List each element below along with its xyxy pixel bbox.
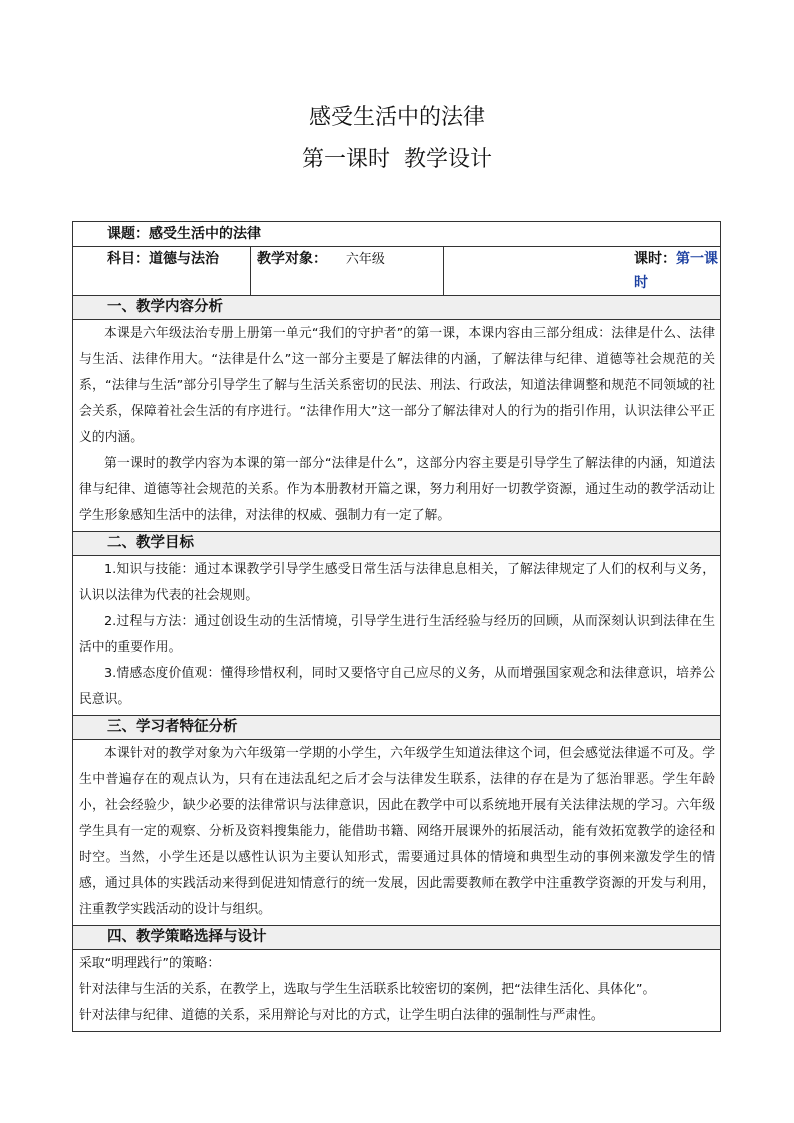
subject-value: 道德与法治 — [149, 251, 219, 267]
subtitle-period: 第一课时 — [301, 147, 390, 172]
topic-label: 课题： — [107, 226, 149, 242]
section-heading-learner-analysis: 三、学习者特征分析 — [73, 716, 721, 740]
paragraph: 3.情感态度价值观：懂得珍惜权利，同时又要恪守自己应尽的义务，从而增强国家观念和法律意识，培养公民意识。 — [79, 666, 715, 707]
page-title: 感受生活中的法律 — [308, 105, 485, 130]
paragraph: 1.知识与技能：通过本课教学引导学生感受日常生活与法律息息相关，了解法律规定了人们的权利与义务，认识以法律为代表的社会规则。 — [79, 562, 715, 603]
section-heading-content-analysis: 一、教学内容分析 — [73, 296, 721, 320]
section-body-strategy — [73, 950, 721, 1032]
section-body-learner-analysis — [73, 740, 721, 926]
meta-row — [73, 247, 721, 296]
topic-row — [73, 222, 721, 247]
paragraph: 第一课时的教学内容为本课的第一部分“法律是什么”，这部分内容主要是引导学生了解法律的内涵，知道法律与纪律、道德等社会规范的关系。作为本册教材开篇之课，努力利用好一切教学资源，通过生动的教学活动让学生形象感知生活中的法律，对法律的权威、强制力有一定了解。 — [79, 456, 715, 523]
section-body-content-analysis — [73, 320, 721, 532]
page-subtitle — [0, 145, 794, 175]
lesson-plan-table — [72, 221, 721, 1032]
paragraph: 本课针对的教学对象为六年级第一学期的小学生，六年级学生知道法律这个词，但会感觉法律遥不可及。学生中普遍存在的观点认为，只有在违法乱纪之后才会与法律发生联系，法律的存在是为了惩治罪恶。学生年龄小，社会经验少，缺少必要的法律常识与法律意识，因此在教学中可以系统地开展有关法律法规的学习。六年级学生具有一定的观察、分析及资料搜集能力，能借助书籍、网络开展课外的拓展活动，能有效拓宽教学的途径和时空。当然，小学生还是以感性认识为主要认知形式，需要通过具体的情境和典型生动的事例来激发学生的情感，通过具体的实践活动来得到促进知情意行的统一发展，因此需要教师在教学中注重教学资源的开发与利用，注重教学实践活动的设计与组织。 — [79, 746, 715, 917]
audience-label: 教学对象： — [257, 251, 327, 267]
paragraph: 2.过程与方法：通过创设生动的生活情境，引导学生进行生活经验与经历的回顾，从而深刻认识到法律在生活中的重要作用。 — [79, 614, 715, 655]
paragraph: 采取“明理践行”的策略： — [79, 956, 221, 971]
audience-value: 六年级 — [345, 252, 385, 267]
subject-label: 科目： — [107, 251, 149, 267]
paragraph: 本课是六年级法治专册上册第一单元“我们的守护者”的第一课，本课内容由三部分组成：法律是什么、法律与生活、法律作用大。“法律是什么”这一部分主要是了解法律的内涵，了解法律与纪律、道德等社会规范的关系，“法律与生活”部分引导学生了解与生活关系密切的民法、刑法、行政法，知道法律调整和规范不同领域的社会关系，保障着社会生活的有序进行。“法律作用大”这一部分了解法律对人的行为的指引作用，认识法律公平正义的内涵。 — [79, 326, 715, 445]
period-value: 第一课时 — [634, 251, 718, 291]
paragraph: 针对法律与生活的关系，在教学上，选取与学生生活联系比较密切的案例，把“法律生活化、具体化”。 — [79, 982, 656, 997]
section-body-objectives — [73, 556, 721, 716]
topic-value: 感受生活中的法律 — [149, 226, 261, 242]
paragraph: 针对法律与纪律、道德的关系，采用辩论与对比的方式，让学生明白法律的强制性与严肃性。 — [79, 1008, 604, 1023]
section-heading-strategy: 四、教学策略选择与设计 — [73, 926, 721, 950]
subtitle-design: 教学设计 — [404, 147, 493, 172]
period-label: 课时： — [634, 251, 676, 267]
section-heading-objectives: 二、教学目标 — [73, 532, 721, 556]
